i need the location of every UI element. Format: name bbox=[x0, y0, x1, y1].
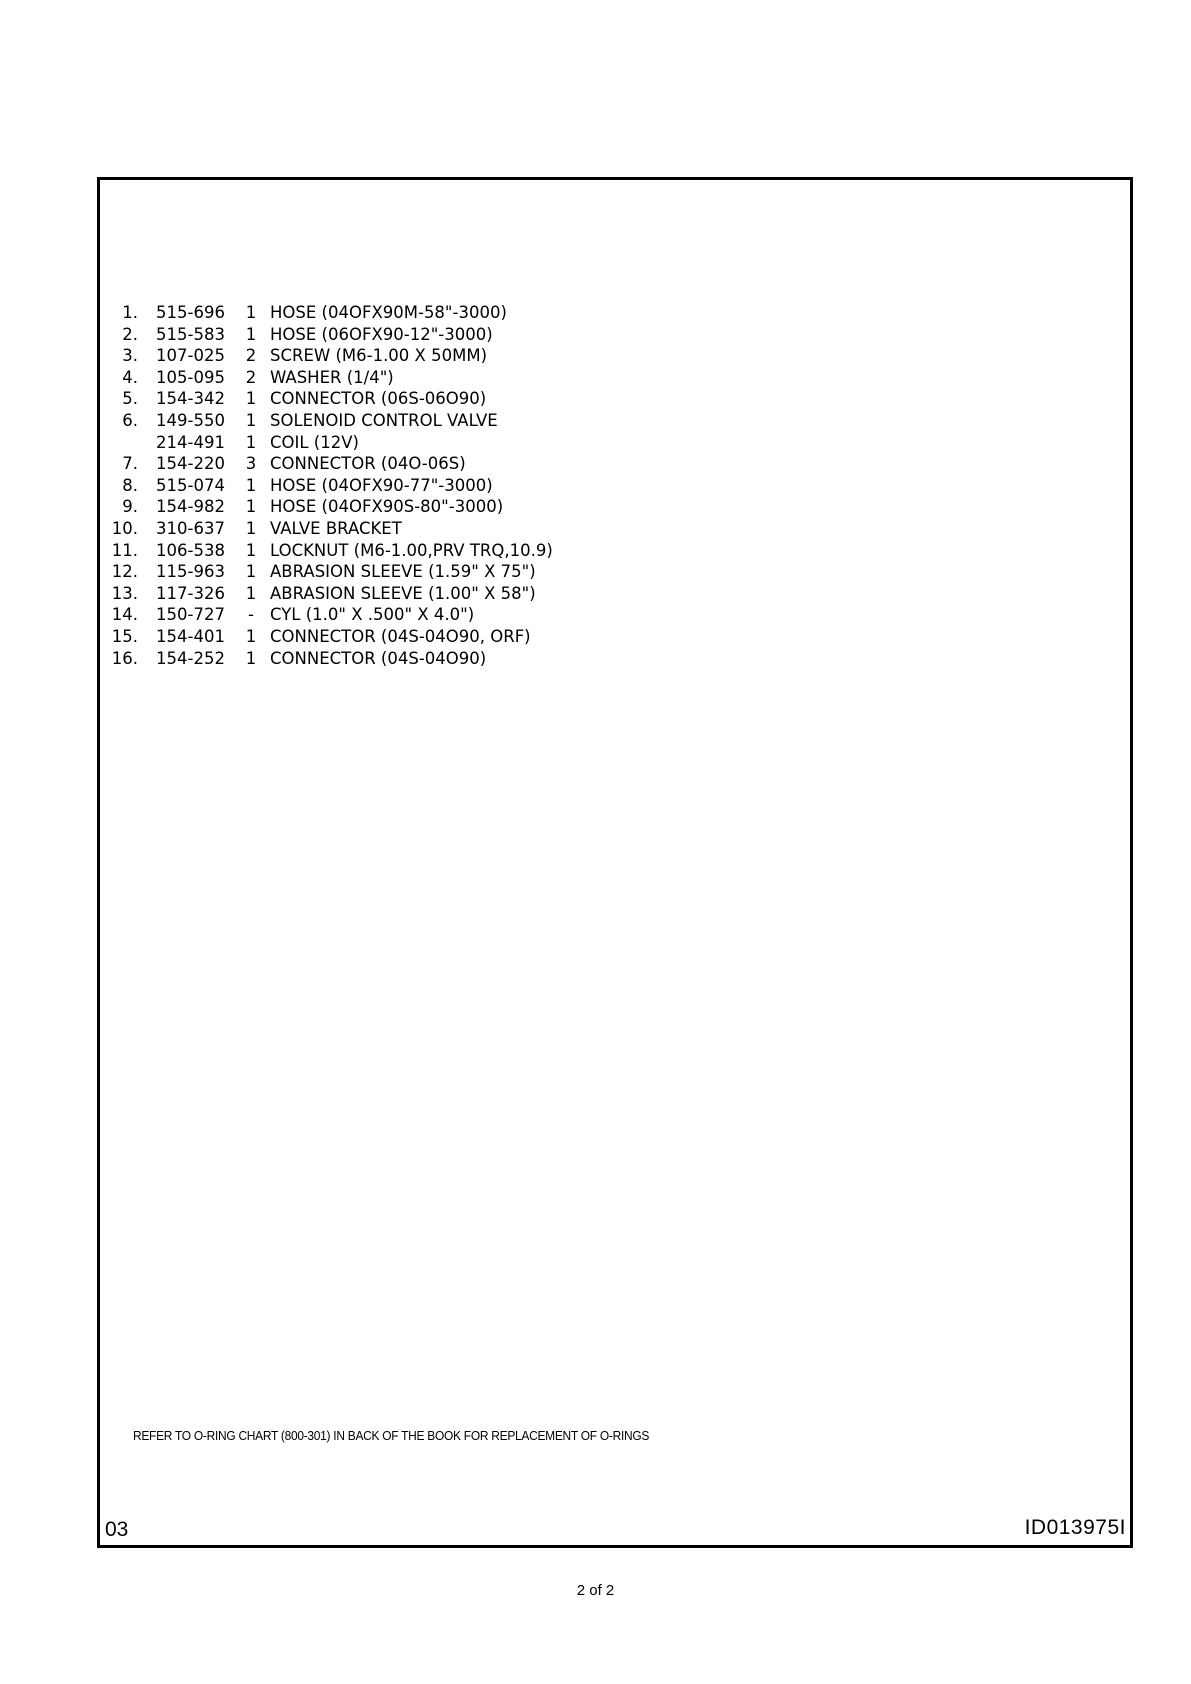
part-description: CONNECTOR (04S-04O90, ORF) bbox=[270, 626, 531, 646]
part-description: LOCKNUT (M6-1.00,PRV TRQ,10.9) bbox=[270, 540, 553, 560]
part-item-number: 8. bbox=[122, 475, 138, 495]
part-item-number: 9. bbox=[122, 497, 138, 517]
part-item-number: 15. bbox=[111, 626, 138, 646]
page-number: 2 of 2 bbox=[576, 1582, 615, 1599]
part-item-number: 4. bbox=[122, 367, 138, 387]
part-description: VALVE BRACKET bbox=[270, 518, 402, 538]
part-item-number: 3. bbox=[122, 346, 138, 366]
part-item-number: 14. bbox=[111, 605, 138, 625]
o-ring-note: REFER TO O-RING CHART (800-301) IN BACK OF THE BOOK FOR REPLACEMENT OF O-RINGS bbox=[133, 1428, 650, 1443]
part-description: HOSE (04OFX90-77"-3000) bbox=[270, 475, 493, 495]
part-description: HOSE (06OFX90-12"-3000) bbox=[270, 324, 493, 344]
part-description: SCREW (M6-1.00 X 50MM) bbox=[270, 346, 488, 366]
part-number: 154-252 bbox=[156, 648, 225, 668]
part-number: 154-982 bbox=[156, 497, 225, 517]
part-description: CONNECTOR (06S-06O90) bbox=[270, 389, 487, 409]
part-description: WASHER (1/4") bbox=[270, 367, 394, 387]
part-description: SOLENOID CONTROL VALVE bbox=[270, 410, 498, 430]
part-item-number: 6. bbox=[122, 410, 138, 430]
part-item-number: 10. bbox=[111, 518, 138, 538]
part-description: ABRASION SLEEVE (1.00" X 58") bbox=[270, 583, 536, 603]
part-number: 106-538 bbox=[156, 540, 225, 560]
part-number: 117-326 bbox=[156, 583, 225, 603]
part-item-number: 12. bbox=[111, 562, 138, 582]
part-number: 310-637 bbox=[156, 518, 225, 538]
part-description: HOSE (04OFX90M-58"-3000) bbox=[270, 303, 507, 322]
revision-label: 03 bbox=[105, 1518, 129, 1541]
part-quantity: 1 bbox=[245, 583, 257, 603]
part-number: 515-583 bbox=[156, 324, 225, 344]
part-number: 154-342 bbox=[156, 389, 225, 409]
part-quantity: 1 bbox=[245, 540, 257, 560]
part-number: 515-074 bbox=[156, 475, 225, 495]
part-description: CYL (1.0" X .500" X 4.0") bbox=[270, 605, 475, 625]
part-number: 107-025 bbox=[156, 346, 225, 366]
part-number: 105-095 bbox=[156, 367, 225, 387]
part-quantity: 1 bbox=[245, 497, 257, 517]
part-quantity: - bbox=[248, 605, 254, 625]
part-quantity: 1 bbox=[245, 410, 257, 430]
part-number: 115-963 bbox=[156, 562, 225, 582]
part-quantity: 1 bbox=[245, 475, 257, 495]
part-number: 149-550 bbox=[156, 410, 225, 430]
part-quantity: 1 bbox=[245, 389, 257, 409]
part-number: 515-696 bbox=[156, 303, 225, 322]
part-description: HOSE (04OFX90S-80"-3000) bbox=[270, 497, 504, 517]
part-quantity: 1 bbox=[245, 432, 257, 452]
part-item-number: 5. bbox=[122, 389, 138, 409]
part-item-number: 13. bbox=[111, 583, 138, 603]
part-quantity: 1 bbox=[245, 324, 257, 344]
part-quantity: 3 bbox=[245, 454, 257, 474]
part-item-number: 16. bbox=[111, 648, 138, 668]
part-number: 154-220 bbox=[156, 454, 225, 474]
part-description: COIL (12V) bbox=[270, 432, 359, 452]
part-number: 154-401 bbox=[156, 626, 225, 646]
part-item-number: 7. bbox=[122, 454, 138, 474]
part-quantity: 1 bbox=[245, 518, 257, 538]
part-quantity: 1 bbox=[245, 626, 257, 646]
part-item-number: 2. bbox=[122, 324, 138, 344]
part-item-number: 11. bbox=[111, 540, 138, 560]
part-quantity: 1 bbox=[245, 303, 257, 322]
part-quantity: 2 bbox=[245, 346, 257, 366]
document-id: ID013975I bbox=[1024, 1516, 1126, 1539]
part-description: ABRASION SLEEVE (1.59" X 75") bbox=[270, 562, 536, 582]
part-number: 214-491 bbox=[156, 432, 225, 452]
part-quantity: 1 bbox=[245, 648, 257, 668]
part-description: CONNECTOR (04O-06S) bbox=[270, 454, 466, 474]
part-item-number: 1. bbox=[122, 303, 138, 322]
part-quantity: 1 bbox=[245, 562, 257, 582]
part-description: CONNECTOR (04S-04O90) bbox=[270, 648, 487, 668]
part-number: 150-727 bbox=[156, 605, 225, 625]
part-quantity: 2 bbox=[245, 367, 257, 387]
